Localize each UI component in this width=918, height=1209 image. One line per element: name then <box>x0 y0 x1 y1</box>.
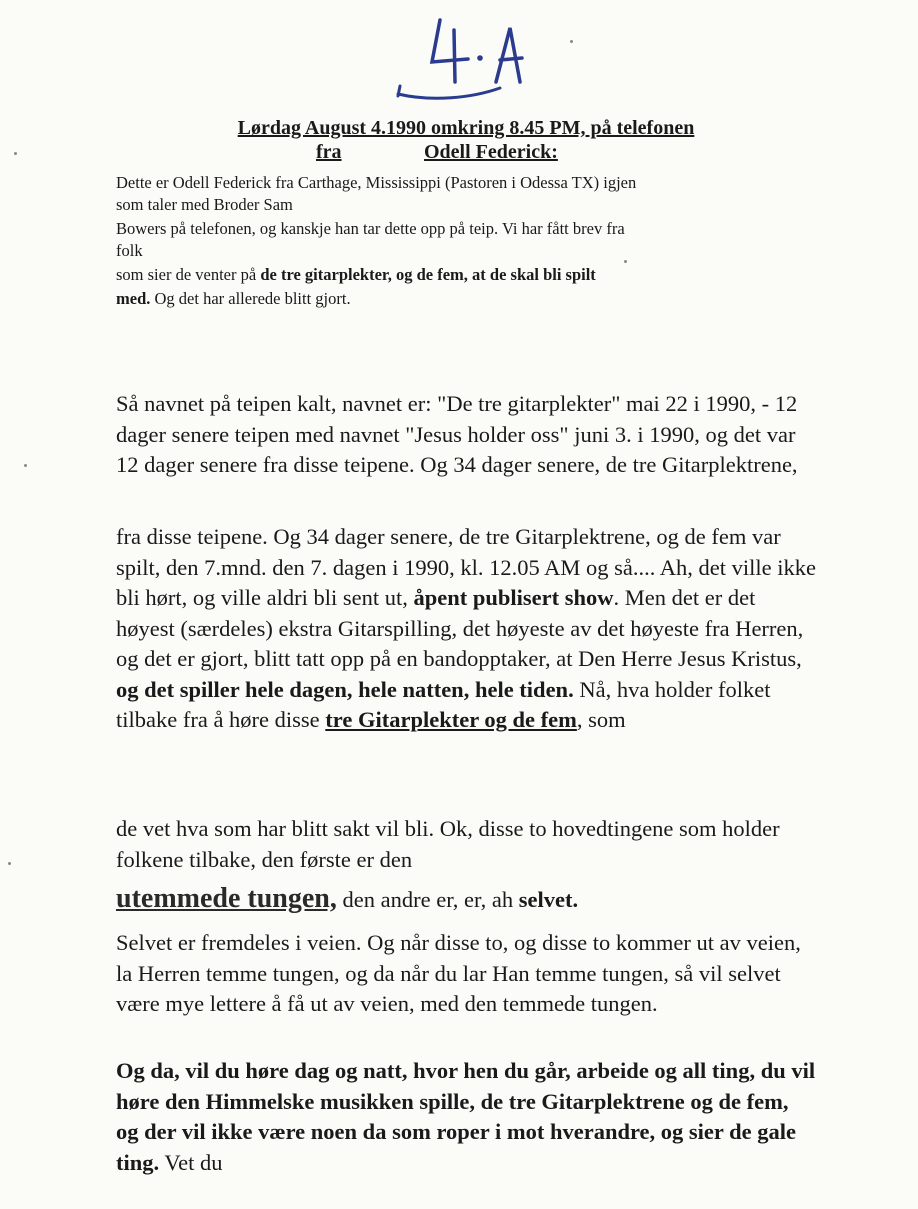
body-paragraph-3 <box>116 814 816 875</box>
header-from-line <box>0 140 918 164</box>
body-paragraph-1 <box>116 389 816 481</box>
scan-speck <box>24 464 27 467</box>
text-run: Vet du <box>159 1149 223 1175</box>
scan-speck <box>624 260 627 263</box>
intro-line: Bowers på telefonen, og kanskje han tar dette opp på teip. Vi har fått brev fra <box>116 219 625 238</box>
bold-phrase: og det spiller hele dagen, hele natten, hele tiden. <box>116 676 574 702</box>
scan-speck <box>570 40 573 43</box>
text-run: Nå, hva holder folket tilbake fra å høre disse <box>116 676 771 732</box>
body-paragraph-4 <box>116 884 816 916</box>
paragraph-text <box>116 522 816 736</box>
large-underlined-phrase: utemmede tungen, <box>116 883 337 914</box>
intro-paragraph <box>116 172 786 310</box>
handwritten-page-marker <box>392 12 542 112</box>
paragraph-text: Så navnet på teipen kalt, navnet er: "De tre gitarplekter" mai 22 i 1990, - 12 dager senere teipen med navnet "Jesus holder oss" juni 3. i 1990, og det var 12 dager senere fra disse teipene. Og 34 dager senere, de tre Gitarplektrene, <box>116 391 798 477</box>
intro-line: folk <box>116 241 143 260</box>
paragraph-text: de vet hva som har blitt sakt vil bli. Ok, disse to hovedtingene som holder folkene tilbake, den første er den <box>116 816 780 872</box>
body-paragraph-2 <box>116 522 816 736</box>
text-run: , som <box>576 707 626 732</box>
scan-speck <box>8 862 11 865</box>
intro-text: som sier de venter på <box>116 265 261 284</box>
text-run: den andre er, er, ah <box>336 887 519 912</box>
intro-bold-text: med. <box>116 289 151 308</box>
header-date-line: Lørdag August 4.1990 omkring 8.45 PM, på telefonen <box>237 117 695 139</box>
scan-speck <box>14 152 17 155</box>
intro-line <box>116 288 786 310</box>
intro-text: Og det har allerede blitt gjort. <box>150 289 351 308</box>
header-speaker-name: Odell Federick: <box>424 141 558 163</box>
intro-line: Dette er Odell Federick fra Carthage, Mississippi (Pastoren i Odessa TX) igjen <box>116 173 637 192</box>
text-run: fra disse teipene. Og 34 dager senere, de tre Gitarplektrene, og de fem var spilt, den 7.mnd. den 7. dagen i 1990, kl. 12.05 AM og så.... Ah, det ville ikke bli hørt, og ville aldri bli sent ut, <box>116 524 816 610</box>
body-paragraph-6 <box>116 1056 816 1178</box>
paragraph-text <box>116 1056 816 1178</box>
intro-line <box>116 264 786 286</box>
bold-phrase: Og da, vil du høre dag og natt, hvor hen du går, arbeide og all ting, du vil høre den Himmelske musikken spille, de tre Gitarplektrene og de fem, og der vil ikke være noen da som roper i mot hverandre, og sier de gale ting. <box>116 1058 816 1175</box>
bold-phrase: åpent publisert show <box>413 585 614 610</box>
text-run: . Men det er det høyest (særdeles) ekstra Gitarspilling, det høyeste av det høyeste fra Herren, og det er gjort, blitt tatt opp på en bandopptaker, at Den Herre Jesus Kristus, <box>116 585 804 671</box>
intro-line: som taler med Broder Sam <box>116 195 293 214</box>
body-paragraph-5 <box>116 928 816 1020</box>
header-fra: fra <box>316 141 342 163</box>
bold-phrase: selvet. <box>518 887 579 912</box>
paragraph-text <box>116 884 816 916</box>
underlined-phrase: tre Gitarplekter og de fem <box>325 707 577 732</box>
paragraph-text: Selvet er fremdeles i veien. Og når disse to, og disse to kommer ut av veien, la Herren temme tungen, og da når du lar Han temme tungen, så vil selvet være mye lettere å få ut av veien, med den temmede tungen. <box>116 930 801 1016</box>
intro-bold-text: de tre gitarplekter, og de fem, at de skal bli spilt <box>260 265 596 284</box>
document-header <box>0 116 918 164</box>
